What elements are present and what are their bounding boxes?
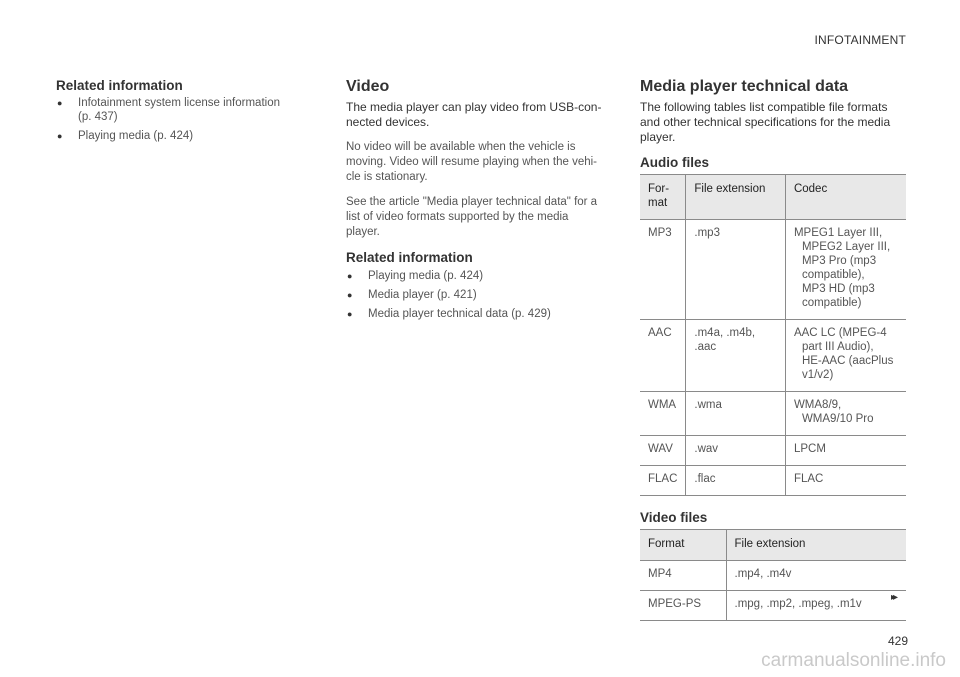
codec-line: HE-AAC (aacPlus — [801, 355, 894, 367]
codec-line: AAC LC (MPEG-4 — [793, 327, 887, 339]
table-row — [640, 591, 906, 621]
cell-format: WMA — [640, 392, 686, 436]
cell-format: MP4 — [640, 561, 726, 591]
lead-line: nected devices. — [346, 115, 430, 129]
lead-line: and other technical specifications for the media — [640, 115, 891, 129]
audio-table-body — [640, 220, 906, 496]
cell-format: WAV — [640, 436, 686, 466]
codec-line: WMA8/9, — [793, 399, 842, 411]
codec-line: LPCM — [793, 443, 826, 455]
related-link-label: Media player (p. 421) — [368, 289, 477, 301]
video-paragraph-2 — [346, 195, 608, 240]
cell-extension: .flac — [686, 466, 786, 496]
bullet-icon: ● — [57, 98, 63, 108]
cell-format: MP3 — [640, 220, 686, 320]
cell-extension: .wav — [686, 436, 786, 466]
video-files-heading: Video files — [640, 510, 708, 525]
table-row — [640, 320, 906, 392]
related-link[interactable] — [56, 96, 300, 124]
codec-line: MP3 HD (mp3 — [801, 283, 875, 295]
body-line: No video will be available when the vehicle is — [346, 141, 576, 153]
column-header-format: For- mat — [640, 175, 686, 220]
cell-extension: .mpg, .mp2, .mpeg, .m1v — [726, 591, 906, 621]
audio-files-heading: Audio files — [640, 155, 710, 170]
table-header-row — [640, 530, 906, 561]
page-number: 429 — [888, 634, 909, 648]
related-link[interactable] — [346, 269, 608, 283]
table-row — [640, 561, 906, 591]
codec-line: MP3 Pro (mp3 — [801, 255, 877, 267]
bullet-icon: ● — [347, 290, 353, 300]
body-line: player. — [346, 226, 380, 238]
related-information-heading: Related information — [56, 78, 183, 93]
cell-extension: .mp4, .m4v — [726, 561, 906, 591]
related-link[interactable] — [56, 129, 300, 143]
codec-line: MPEG1 Layer III, — [793, 227, 883, 239]
related-links-list — [346, 269, 608, 321]
table-row — [640, 220, 906, 320]
related-link[interactable] — [346, 288, 608, 302]
codec-line: FLAC — [793, 473, 824, 485]
related-links-list — [56, 96, 300, 143]
video-paragraph-1 — [346, 140, 608, 185]
body-line: list of video formats supported by the media — [346, 211, 569, 223]
body-line: See the article "Media player technical data" for a — [346, 196, 598, 208]
video-files-table — [640, 529, 906, 621]
codec-line: part III Audio), — [801, 341, 874, 353]
table-header-row — [640, 175, 906, 220]
cell-extension: .wma — [686, 392, 786, 436]
column-header-codec: Codec — [785, 175, 906, 220]
codec-line: WMA9/10 Pro — [801, 413, 874, 425]
lead-line: The following tables list compatible file formats — [640, 100, 888, 114]
cell-codec — [785, 220, 906, 320]
cell-extension: .mp3 — [686, 220, 786, 320]
bullet-icon: ● — [347, 271, 353, 281]
body-line: moving. Video will resume playing when the vehi- — [346, 156, 598, 168]
cell-codec — [785, 320, 906, 392]
column-header-extension: File extension — [726, 530, 906, 561]
lead-line: The media player can play video from USB-con- — [346, 100, 602, 114]
audio-files-table — [640, 174, 906, 496]
cell-codec — [785, 466, 906, 496]
related-link-label-cont: (p. 437) — [78, 111, 118, 123]
continue-arrows-icon: ▸▸ — [891, 592, 896, 603]
column-header-extension: File extension — [686, 175, 786, 220]
cell-format: MPEG-PS — [640, 591, 726, 621]
column-header-format: Format — [640, 530, 726, 561]
body-line: cle is stationary. — [346, 171, 428, 183]
video-table-body — [640, 561, 906, 621]
video-title: Video — [346, 78, 390, 95]
related-link-label: Playing media (p. 424) — [368, 270, 484, 282]
cell-extension: .m4a, .m4b, .aac — [686, 320, 786, 392]
codec-line: compatible), — [801, 269, 865, 281]
watermark: carmanualsonline.info — [761, 650, 946, 671]
related-link-label: Playing media (p. 424) — [78, 130, 194, 142]
cell-format: AAC — [640, 320, 686, 392]
lead-line: player. — [640, 130, 676, 144]
technical-data-lead — [640, 100, 906, 145]
related-link-label: Infotainment system license information — [78, 97, 280, 109]
column-left — [56, 78, 300, 148]
codec-line: MPEG2 Layer III, — [801, 241, 891, 253]
bullet-icon: ● — [347, 309, 353, 319]
cell-format: FLAC — [640, 466, 686, 496]
cell-codec — [785, 392, 906, 436]
bullet-icon: ● — [57, 131, 63, 141]
column-right — [640, 78, 906, 635]
related-information-heading: Related information — [346, 250, 473, 265]
technical-data-title: Media player technical data — [640, 78, 849, 95]
codec-line: compatible) — [801, 297, 862, 309]
section-header: INFOTAINMENT — [814, 33, 906, 47]
column-middle — [346, 78, 608, 326]
cell-codec — [785, 436, 906, 466]
video-lead — [346, 100, 608, 130]
related-link[interactable] — [346, 307, 608, 321]
related-link-label: Media player technical data (p. 429) — [368, 308, 551, 320]
codec-line: v1/v2) — [801, 369, 834, 381]
table-row — [640, 466, 906, 496]
table-row — [640, 436, 906, 466]
table-row — [640, 392, 906, 436]
